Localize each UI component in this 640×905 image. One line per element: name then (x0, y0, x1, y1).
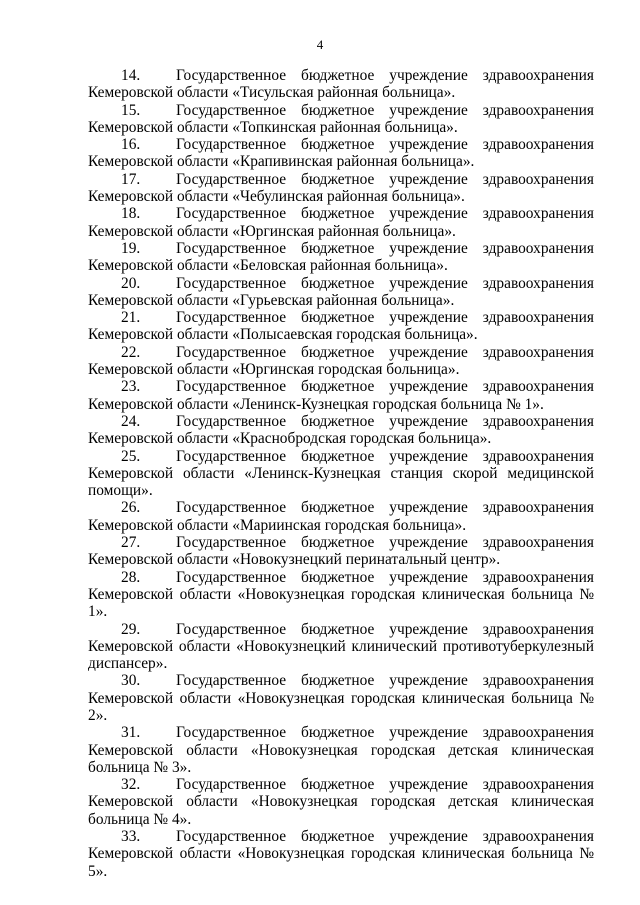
item-word: бюджетное (301, 724, 375, 742)
item-word: учреждение (389, 534, 468, 552)
item-word: Государственное (175, 568, 287, 586)
list-item-first-line (88, 344, 594, 361)
list-item (88, 309, 594, 344)
item-text: Кемеровской области «Новокузнецкий клинический противотуберкулезный диспансер». (88, 637, 594, 673)
item-word: Государственное (175, 776, 287, 794)
item-word: здравоохранения (482, 412, 594, 430)
item-word: здравоохранения (482, 343, 594, 361)
list-item (88, 275, 594, 310)
item-word: Государственное (175, 239, 287, 257)
item-word: бюджетное (301, 67, 375, 84)
item-word: учреждение (389, 205, 468, 223)
institution-list (88, 67, 594, 880)
item-text: Кемеровской области «Краснобродская городская больница». (88, 430, 492, 448)
list-item-first-line (88, 776, 594, 793)
item-word: Государственное (175, 136, 287, 154)
item-number: 20. (121, 274, 141, 292)
item-text: Кемеровской области «Ленинск-Кузнецкая городская больница № 1». (88, 395, 544, 413)
item-word: здравоохранения (482, 672, 594, 690)
item-word: бюджетное (301, 499, 375, 517)
item-number: 19. (121, 239, 141, 257)
list-item-first-line (88, 413, 594, 430)
list-item (88, 569, 594, 621)
list-item-first-line (88, 205, 594, 222)
item-word: бюджетное (301, 343, 375, 361)
item-text: Кемеровской области «Новокузнецкая городская клиническая больница № 5». (88, 845, 594, 880)
item-word: бюджетное (301, 828, 375, 846)
item-word: здравоохранения (482, 136, 594, 154)
item-word: Государственное (175, 343, 287, 361)
item-word: Государственное (175, 499, 287, 517)
list-item (88, 534, 594, 569)
list-item (88, 413, 594, 448)
list-item-first-line (88, 67, 594, 84)
item-word: учреждение (389, 724, 468, 742)
item-word: учреждение (389, 274, 468, 292)
list-item-first-line (88, 499, 594, 516)
item-word: учреждение (389, 170, 468, 188)
item-word: учреждение (389, 136, 468, 154)
item-word: учреждение (389, 828, 468, 846)
item-word: здравоохранения (482, 776, 594, 794)
list-item-first-line (88, 378, 594, 395)
list-item-first-line (88, 275, 594, 292)
item-word: Государственное (175, 412, 287, 430)
item-number: 27. (121, 534, 141, 552)
item-number: 21. (121, 309, 141, 327)
item-word: здравоохранения (482, 274, 594, 292)
item-word: учреждение (389, 620, 468, 638)
item-number: 32. (121, 776, 141, 794)
item-text: Кемеровской области «Новокузнецкая городская клиническая больница № 2». (88, 689, 594, 724)
item-number: 24. (121, 412, 141, 430)
item-word: Государственное (175, 170, 287, 188)
list-item (88, 724, 594, 776)
list-item (88, 102, 594, 137)
item-word: здравоохранения (482, 620, 594, 638)
list-item-first-line (88, 724, 594, 741)
list-item-first-line (88, 828, 594, 845)
item-word: бюджетное (301, 136, 375, 154)
item-number: 31. (121, 724, 141, 742)
item-word: бюджетное (301, 776, 375, 794)
list-item (88, 776, 594, 828)
item-word: бюджетное (301, 568, 375, 586)
item-word: Государственное (175, 378, 287, 396)
list-item (88, 136, 594, 171)
list-item (88, 205, 594, 240)
item-word: здравоохранения (482, 309, 594, 327)
item-text: Кемеровской области «Новокузнецкая городская детская клиническая больница № 4». (88, 793, 594, 828)
item-word: учреждение (389, 499, 468, 517)
item-word: бюджетное (301, 378, 375, 396)
item-word: бюджетное (301, 274, 375, 292)
item-word: здравоохранения (482, 239, 594, 257)
item-word: бюджетное (301, 412, 375, 430)
item-word: учреждение (389, 343, 468, 361)
item-word: учреждение (389, 672, 468, 690)
item-word: здравоохранения (482, 828, 594, 846)
item-word: здравоохранения (482, 499, 594, 517)
item-word: Государственное (175, 205, 287, 223)
item-text: Кемеровской области «Ленинск-Кузнецкая станция скорой медицинской помощи». (88, 464, 594, 500)
item-number: 17. (121, 170, 141, 188)
item-word: Государственное (175, 274, 287, 292)
item-number: 33. (121, 828, 141, 846)
item-word: здравоохранения (482, 568, 594, 586)
list-item (88, 67, 594, 102)
list-item-first-line (88, 309, 594, 326)
item-word: здравоохранения (482, 724, 594, 742)
item-word: учреждение (389, 101, 468, 119)
item-text: Кемеровской области «Крапивинская районная больница». (88, 153, 475, 171)
item-word: учреждение (389, 239, 468, 257)
list-item-first-line (88, 171, 594, 188)
item-word: здравоохранения (482, 447, 594, 465)
list-item (88, 828, 594, 880)
list-item-first-line (88, 136, 594, 153)
item-word: бюджетное (301, 239, 375, 257)
item-word: Государственное (175, 620, 287, 638)
item-word: учреждение (389, 776, 468, 794)
item-word: бюджетное (301, 309, 375, 327)
item-word: здравоохранения (482, 378, 594, 396)
item-word: учреждение (389, 378, 468, 396)
item-text: Кемеровской области «Тисульская районная больница». (88, 84, 456, 102)
item-text: Кемеровской области «Юргинская городская больница». (88, 361, 460, 379)
item-text: Кемеровской области «Юргинская районная больница». (88, 222, 456, 240)
item-word: Государственное (175, 534, 287, 552)
list-item (88, 171, 594, 206)
item-text: Кемеровской области «Новокузнецкий перинатальный центр». (88, 551, 501, 569)
item-text: Кемеровской области «Топкинская районная больница». (88, 118, 458, 136)
list-item (88, 672, 594, 724)
list-item-first-line (88, 102, 594, 119)
item-word: Государственное (175, 67, 287, 84)
item-number: 14. (121, 67, 141, 84)
item-word: бюджетное (301, 672, 375, 690)
item-word: Государственное (175, 828, 287, 846)
list-item-first-line (88, 448, 594, 465)
list-item-first-line (88, 621, 594, 638)
item-word: учреждение (389, 67, 468, 84)
list-item (88, 378, 594, 413)
item-number: 18. (121, 205, 141, 223)
item-text: Кемеровской области «Гурьевская районная больница». (88, 291, 455, 309)
list-item (88, 448, 594, 500)
list-item-first-line (88, 534, 594, 551)
item-number: 25. (121, 447, 141, 465)
item-number: 29. (121, 620, 141, 638)
item-number: 16. (121, 136, 141, 154)
item-word: здравоохранения (482, 205, 594, 223)
item-text: Кемеровской области «Новокузнецкая городская клиническая больница № 1». (88, 585, 594, 621)
item-text: Кемеровской области «Беловская районная больница». (88, 257, 448, 275)
list-item (88, 621, 594, 673)
item-word: учреждение (389, 568, 468, 586)
page-number: 4 (316, 37, 324, 52)
list-item (88, 344, 594, 379)
item-word: бюджетное (301, 447, 375, 465)
list-item-first-line (88, 569, 594, 586)
item-text: Кемеровской области «Мариинская городская больница». (88, 516, 467, 534)
item-word: Государственное (175, 724, 287, 742)
list-item (88, 240, 594, 275)
item-word: Государственное (175, 672, 287, 690)
list-item-first-line (88, 240, 594, 257)
item-word: учреждение (389, 309, 468, 327)
item-number: 23. (121, 378, 141, 396)
item-number: 28. (121, 568, 141, 586)
item-word: учреждение (389, 412, 468, 430)
list-item-first-line (88, 672, 594, 689)
item-number: 30. (121, 672, 141, 690)
item-number: 26. (121, 499, 141, 517)
item-number: 15. (121, 101, 141, 119)
item-word: учреждение (389, 447, 468, 465)
item-word: бюджетное (301, 101, 375, 119)
item-text: Кемеровской области «Новокузнецкая городская детская клиническая больница № 3». (88, 741, 594, 776)
item-word: бюджетное (301, 205, 375, 223)
item-word: бюджетное (301, 620, 375, 638)
item-word: бюджетное (301, 534, 375, 552)
item-word: Государственное (175, 309, 287, 327)
item-word: здравоохранения (482, 101, 594, 119)
item-number: 22. (121, 343, 141, 361)
item-text: Кемеровской области «Полысаевская городская больница». (88, 326, 478, 344)
item-word: Государственное (175, 101, 287, 119)
item-word: бюджетное (301, 170, 375, 188)
item-word: здравоохранения (482, 67, 594, 84)
list-item (88, 499, 594, 534)
item-text: Кемеровской области «Чебулинская районная больница». (88, 188, 465, 206)
item-word: здравоохранения (482, 534, 594, 552)
item-word: здравоохранения (482, 170, 594, 188)
item-word: Государственное (175, 447, 287, 465)
